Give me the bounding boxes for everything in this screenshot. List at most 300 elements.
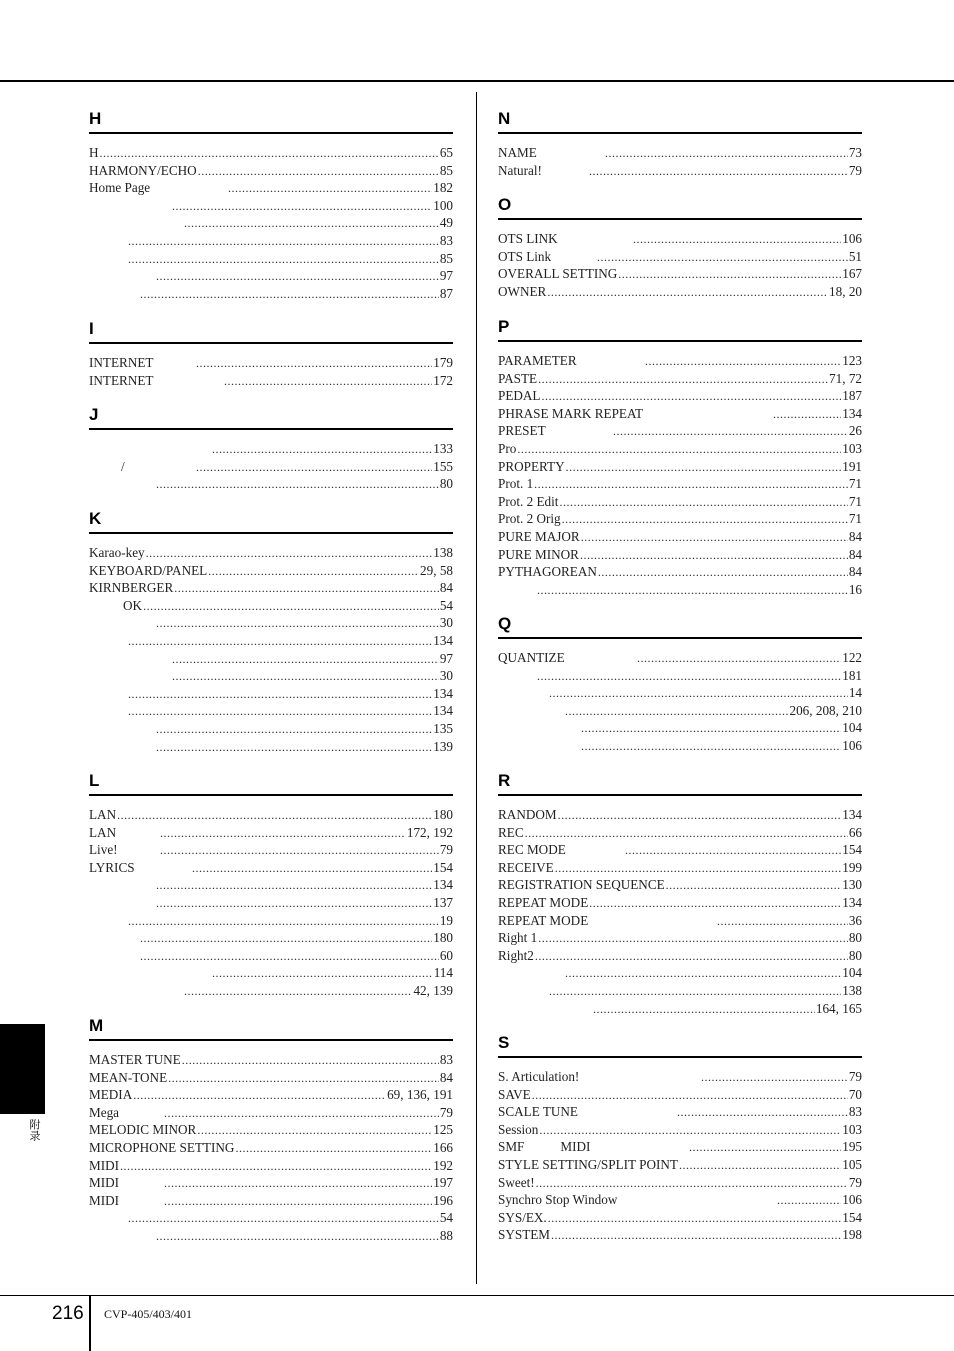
entry-pages: 154	[433, 859, 453, 875]
index-entry	[498, 248, 862, 266]
section-letter: M	[89, 1016, 104, 1035]
index-entry	[498, 1174, 862, 1192]
index-entry	[498, 387, 862, 405]
entry-term: Prot. 1	[498, 476, 534, 492]
entry-pages: 100	[433, 197, 453, 213]
dot-leader	[613, 423, 848, 441]
dot-leader	[565, 703, 788, 721]
section-rule	[498, 218, 862, 220]
entry-pages: 84	[848, 564, 862, 580]
entry-pages: 164, 165	[815, 1000, 862, 1016]
entry-term: PHRASE MARK REPEAT	[498, 405, 644, 421]
dot-leader	[160, 825, 406, 843]
entry-term-secondary: MIDI	[560, 1139, 591, 1155]
entry-term: MEAN-TONE	[89, 1069, 168, 1085]
entry-pages: 69, 136, 191	[387, 1087, 453, 1103]
entry-term: SYSTEM	[498, 1227, 551, 1243]
entry-term: REGISTRATION SEQUENCE	[498, 877, 665, 893]
dot-leader	[143, 598, 439, 616]
entry-pages: 122	[842, 650, 862, 665]
dot-leader	[679, 1157, 841, 1175]
index-entry	[89, 650, 453, 668]
dot-leader	[172, 651, 439, 669]
index-entry	[89, 841, 453, 859]
index-entry	[498, 1086, 862, 1104]
entry-pages: 80	[848, 930, 862, 946]
index-entry	[498, 1068, 862, 1086]
dot-leader	[196, 355, 432, 373]
dot-leader	[117, 807, 432, 825]
index-entry	[89, 632, 453, 650]
dot-leader	[777, 1192, 841, 1210]
dot-leader	[537, 668, 841, 686]
section-rule	[89, 132, 453, 134]
index-entry	[498, 894, 862, 912]
dot-leader	[537, 582, 848, 600]
entry-pages: 104	[842, 720, 862, 736]
entry-pages: 167	[842, 266, 862, 282]
dot-leader	[140, 286, 439, 304]
dot-leader	[184, 983, 412, 1001]
index-entry	[498, 982, 862, 1000]
index-entry	[498, 230, 862, 248]
index-section-p	[498, 316, 862, 598]
entry-pages: 18, 20	[829, 283, 862, 299]
entry-pages: 49	[439, 215, 453, 231]
entry-term: KIRNBERGER	[89, 580, 174, 596]
section-letter: Q	[498, 614, 512, 633]
entry-pages: 103	[842, 1121, 862, 1137]
entry-pages: 19	[439, 912, 453, 928]
dot-leader	[633, 231, 841, 249]
dot-leader	[559, 494, 847, 512]
entry-pages: 134	[842, 807, 862, 822]
index-entry	[498, 1191, 862, 1209]
dot-leader	[196, 459, 432, 477]
index-section-q	[498, 613, 862, 755]
dot-leader	[182, 1052, 439, 1070]
index-entry	[89, 214, 453, 232]
index-entry	[89, 1227, 453, 1245]
entry-pages: 192	[433, 1157, 453, 1173]
dot-leader	[224, 373, 432, 391]
section-rule	[498, 794, 862, 796]
index-entry	[89, 597, 453, 615]
index-entry	[89, 1051, 453, 1069]
entry-term: MICROPHONE SETTING	[89, 1139, 235, 1155]
index-entry	[498, 265, 862, 283]
index-entry	[498, 667, 862, 685]
entry-term: Prot. 2 Orig	[498, 511, 561, 527]
section-rule	[498, 132, 862, 134]
index-entry	[89, 544, 453, 562]
entry-term: SCALE TUNE	[498, 1104, 578, 1120]
index-entry	[498, 475, 862, 493]
index-entry	[498, 493, 862, 511]
index-entry	[89, 894, 453, 912]
index-entry	[89, 667, 453, 685]
entry-term: QUANTIZE	[498, 650, 565, 665]
entry-pages: 60	[439, 947, 453, 963]
entry-pages: 54	[439, 597, 453, 613]
dot-leader	[677, 1104, 848, 1122]
entry-pages: 181	[842, 667, 862, 683]
index-entry	[498, 947, 862, 965]
entry-term: S. Articulation!	[498, 1069, 580, 1084]
entry-pages: 83	[439, 1052, 453, 1067]
entry-term: Right2	[498, 947, 534, 963]
side-tab-marker	[0, 1024, 45, 1114]
entry-pages: 123	[842, 353, 862, 368]
index-section-n	[498, 108, 862, 179]
index-entry	[498, 1156, 862, 1174]
entry-term: MELODIC MINOR	[89, 1122, 197, 1138]
index-entry	[89, 267, 453, 285]
dot-leader	[156, 268, 439, 286]
section-letter: O	[498, 195, 512, 214]
entry-pages: 139	[433, 738, 453, 754]
entry-pages: 80	[848, 947, 862, 963]
index-entry	[498, 719, 862, 737]
entry-pages: 182	[433, 180, 453, 196]
index-entry	[498, 737, 862, 755]
section-letter: N	[498, 109, 511, 128]
dot-leader	[212, 965, 433, 983]
dot-leader	[128, 251, 439, 269]
index-entry	[89, 162, 453, 180]
section-rule	[498, 637, 862, 639]
entry-pages: 71	[848, 493, 862, 509]
section-letter: J	[89, 405, 99, 424]
entry-pages: 29, 58	[420, 562, 453, 578]
entry-term: REC	[498, 824, 524, 840]
index-entry	[498, 422, 862, 440]
dot-leader	[156, 895, 432, 913]
entry-term: SMF	[498, 1139, 525, 1155]
index-entry	[498, 824, 862, 842]
dot-leader	[228, 180, 432, 198]
dot-leader	[717, 913, 848, 931]
dot-leader	[539, 1122, 841, 1140]
index-entry	[89, 579, 453, 597]
entry-term: Pro	[498, 440, 517, 456]
dot-leader	[172, 198, 432, 216]
index-entry	[89, 876, 453, 894]
entry-pages: 138	[842, 982, 862, 998]
entry-term: STYLE SETTING/SPLIT POINT	[498, 1156, 678, 1172]
entry-pages: 36	[848, 912, 862, 928]
entry-pages: 88	[439, 1227, 453, 1243]
index-entry	[498, 929, 862, 947]
index-entry	[89, 1157, 453, 1175]
entry-pages: 30	[439, 668, 453, 684]
entry-pages: 80	[439, 476, 453, 492]
index-entry	[89, 1139, 453, 1157]
top-rule	[0, 80, 954, 82]
entry-term: OTS Link	[498, 248, 552, 264]
dot-leader	[156, 1228, 439, 1246]
entry-term: PRESET	[498, 423, 546, 439]
dot-leader	[133, 1087, 386, 1105]
dot-leader	[156, 739, 432, 757]
dot-leader	[589, 163, 848, 181]
index-entry	[498, 964, 862, 982]
index-entry	[498, 458, 862, 476]
entry-pages: 197	[433, 1175, 453, 1191]
entry-term: MIDI	[89, 1175, 120, 1191]
index-entry	[89, 1174, 453, 1192]
index-section-h	[89, 108, 453, 302]
dot-leader	[598, 564, 848, 582]
entry-pages: 104	[842, 965, 862, 981]
dot-leader	[581, 738, 841, 756]
entry-pages: 134	[433, 632, 453, 648]
index-entry	[498, 563, 862, 581]
entry-term: RECEIVE	[498, 859, 554, 875]
entry-pages: 70	[848, 1086, 862, 1102]
entry-term: PURE MAJOR	[498, 528, 580, 544]
index-entry	[89, 285, 453, 303]
index-entry	[89, 806, 453, 824]
entry-pages: 66	[848, 824, 862, 840]
dot-leader	[160, 842, 439, 860]
entry-term: /	[121, 458, 125, 474]
entry-pages: 180	[433, 930, 453, 946]
entry-pages: 138	[433, 545, 453, 560]
index-entry	[89, 1121, 453, 1139]
dot-leader	[156, 877, 432, 895]
entry-term: MASTER TUNE	[89, 1052, 181, 1067]
index-entry	[89, 1104, 453, 1122]
dot-leader	[235, 1140, 432, 1158]
dot-leader	[128, 913, 439, 931]
dot-leader	[128, 233, 439, 251]
dot-leader	[625, 842, 841, 860]
index-entry	[89, 144, 453, 162]
dot-leader	[168, 1070, 439, 1088]
entry-term: H	[89, 145, 99, 160]
entry-term: LAN	[89, 824, 117, 840]
dot-leader	[536, 1175, 848, 1193]
index-entry	[89, 982, 453, 1000]
entry-pages: 14	[848, 685, 862, 701]
entry-term: OWNER	[498, 283, 547, 299]
entry-term: Synchro Stop Window	[498, 1192, 618, 1208]
entry-pages: 83	[439, 232, 453, 248]
index-entry	[498, 546, 862, 564]
entry-term: Live!	[89, 842, 118, 858]
entry-pages: 97	[439, 268, 453, 284]
entry-term: SYS/EX.	[498, 1209, 547, 1225]
entry-term: OK	[123, 597, 143, 613]
dot-leader	[562, 511, 848, 529]
index-entry	[89, 720, 453, 738]
index-section-o	[498, 194, 862, 300]
dot-leader	[140, 948, 439, 966]
index-entry	[498, 806, 862, 824]
entry-pages: 79	[439, 1104, 453, 1120]
index-section-m	[89, 1015, 453, 1245]
entry-pages: 114	[433, 965, 453, 981]
index-entry	[89, 562, 453, 580]
index-entry	[89, 912, 453, 930]
entry-pages: 84	[848, 528, 862, 544]
index-entry	[89, 1192, 453, 1210]
dot-leader	[128, 686, 432, 704]
index-entry	[498, 912, 862, 930]
entry-pages: 42, 139	[413, 982, 453, 998]
entry-term: MEDIA	[89, 1087, 133, 1103]
dot-leader	[589, 895, 841, 913]
entry-pages: 137	[433, 894, 453, 910]
section-rule	[89, 428, 453, 430]
entry-pages: 97	[439, 650, 453, 666]
entry-pages: 180	[433, 807, 453, 822]
section-letter: I	[89, 319, 94, 338]
index-entry	[89, 947, 453, 965]
entry-pages: 71	[848, 476, 862, 492]
dot-leader	[100, 145, 439, 163]
dot-leader	[198, 163, 439, 181]
entry-term: LAN	[89, 807, 117, 822]
dot-leader	[542, 388, 842, 406]
entry-pages: 16	[848, 581, 862, 597]
entry-pages: 134	[433, 703, 453, 719]
entry-pages: 191	[842, 458, 862, 474]
section-letter: P	[498, 317, 510, 336]
entry-pages: 26	[848, 423, 862, 439]
entry-pages: 73	[848, 145, 862, 160]
section-rule	[89, 794, 453, 796]
dot-leader	[532, 1087, 848, 1105]
index-entry	[498, 1209, 862, 1227]
entry-pages: 30	[439, 615, 453, 631]
index-entry	[498, 841, 862, 859]
index-entry	[498, 1138, 862, 1156]
entry-pages: 54	[439, 1210, 453, 1226]
section-letter: R	[498, 771, 511, 790]
index-entry	[89, 1209, 453, 1227]
entry-term: PURE MINOR	[498, 546, 579, 562]
entry-pages: 106	[842, 231, 862, 246]
entry-term: MIDI	[89, 1157, 120, 1173]
dot-leader	[128, 633, 432, 651]
dot-leader	[525, 825, 848, 843]
dot-leader	[605, 145, 848, 163]
entry-pages: 106	[842, 737, 862, 753]
dot-leader	[128, 1210, 439, 1228]
dot-leader	[156, 476, 439, 494]
index-entry	[89, 685, 453, 703]
dot-leader	[172, 668, 439, 686]
footer-rule	[0, 1295, 954, 1296]
index-entry	[498, 1103, 862, 1121]
dot-leader	[645, 353, 841, 371]
entry-term: OVERALL SETTING	[498, 266, 618, 282]
dot-leader	[128, 703, 432, 721]
index-section-l	[89, 770, 453, 1000]
entry-pages: 172, 192	[406, 824, 453, 840]
entry-pages: 198	[842, 1227, 862, 1243]
index-entry	[89, 929, 453, 947]
entry-pages: 134	[842, 894, 862, 910]
index-entry	[498, 649, 862, 667]
section-rule	[89, 532, 453, 534]
entry-pages: 134	[842, 405, 862, 421]
entry-term: RANDOM	[498, 807, 557, 822]
dot-leader	[580, 547, 848, 565]
index-section-i	[89, 318, 453, 389]
index-entry	[89, 1069, 453, 1087]
entry-pages: 199	[842, 859, 862, 875]
entry-term: INTERNET	[89, 372, 154, 388]
entry-term: Home Page	[89, 180, 151, 196]
entry-term: REPEAT MODE	[498, 894, 589, 910]
index-entry	[89, 738, 453, 756]
section-rule	[89, 1039, 453, 1041]
dot-leader	[565, 965, 841, 983]
entry-pages: 85	[439, 162, 453, 178]
entry-term: INTERNET	[89, 355, 154, 370]
index-entry	[498, 1226, 862, 1244]
entry-pages: 71, 72	[829, 370, 862, 386]
dot-leader	[593, 1001, 815, 1019]
section-letter: H	[89, 109, 102, 128]
section-rule	[89, 342, 453, 344]
dot-leader	[538, 930, 848, 948]
index-entry	[498, 283, 862, 301]
index-entry	[498, 684, 862, 702]
dot-leader	[547, 284, 828, 302]
footer-divider	[89, 1295, 91, 1351]
entry-pages: 134	[433, 685, 453, 701]
entry-term: OTS LINK	[498, 231, 558, 246]
dot-leader	[192, 860, 432, 878]
index-entry	[89, 372, 453, 390]
entry-pages: 133	[433, 441, 453, 456]
entry-pages: 84	[439, 580, 453, 596]
entry-pages: 125	[433, 1122, 453, 1138]
dot-leader	[534, 476, 848, 494]
entry-pages: 106	[842, 1192, 862, 1208]
column-divider	[476, 92, 477, 1284]
index-section-r	[498, 770, 862, 1017]
entry-term: Mega	[89, 1104, 120, 1120]
dot-leader	[701, 1069, 848, 1087]
dot-leader	[517, 441, 841, 459]
dot-leader	[197, 1122, 432, 1140]
index-entry	[89, 458, 453, 476]
entry-term: PASTE	[498, 370, 538, 386]
index-section-s	[498, 1032, 862, 1244]
entry-term: REC MODE	[498, 842, 566, 858]
entry-pages: 130	[842, 877, 862, 893]
dot-leader	[637, 650, 841, 668]
index-entry	[498, 1000, 862, 1018]
entry-pages: 51	[848, 248, 862, 264]
index-entry	[89, 179, 453, 197]
index-entry	[498, 144, 862, 162]
entry-pages: 85	[439, 250, 453, 266]
entry-term: PARAMETER	[498, 353, 577, 368]
model-label: CVP-405/403/401	[104, 1307, 193, 1321]
dot-leader	[773, 406, 841, 424]
dot-leader	[156, 615, 439, 633]
entry-pages: 65	[439, 145, 453, 160]
dot-leader	[164, 1175, 432, 1193]
dot-leader	[140, 930, 432, 948]
index-entry	[89, 232, 453, 250]
